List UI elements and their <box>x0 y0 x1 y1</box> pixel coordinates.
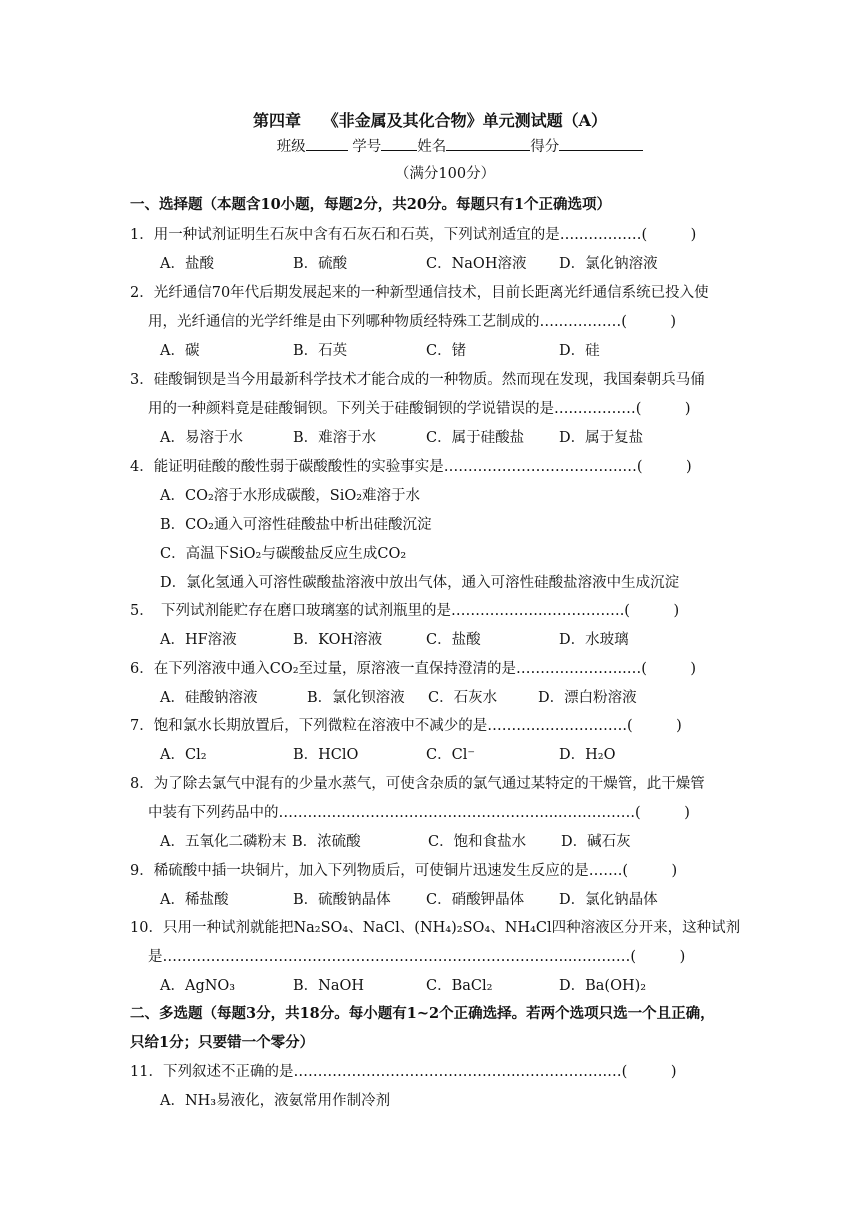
option-d[interactable]: D．硅 <box>559 343 600 359</box>
option-d[interactable]: D．氯化钠溶液 <box>559 256 658 272</box>
option-a[interactable]: A．硅酸钠溶液 <box>160 690 258 706</box>
option-c[interactable]: C．NaOH溶液 <box>426 256 527 272</box>
option-d[interactable]: D．属于复盐 <box>559 430 644 446</box>
option-c[interactable]: C．盐酸 <box>426 632 481 648</box>
question-5-options <box>160 630 629 650</box>
option-b[interactable]: B．硫酸钠晶体 <box>293 892 391 908</box>
option-b[interactable]: B．难溶于水 <box>293 430 377 446</box>
option-a[interactable]: A．CO₂溶于水形成碳酸，SiO₂难溶于水 <box>160 488 421 504</box>
question-2-options <box>160 341 600 361</box>
option-a[interactable]: A．易溶于水 <box>160 430 243 446</box>
question-2-line-1: 2．光纤通信70年代后期发展起来的一种新型通信技术，目前长距离光纤通信系统已投入使 <box>130 285 709 301</box>
option-a[interactable]: A．AgNO₃ <box>160 978 236 994</box>
question-9: 9．稀硫酸中插一块铜片，加入下列物质后，可使铜片迅速发生反应的是…….( ) <box>130 863 678 879</box>
question-6-options <box>160 688 637 708</box>
name-label: 姓名 <box>417 139 447 155</box>
class-label: 班级 <box>276 139 306 155</box>
option-c[interactable]: C．属于硅酸盐 <box>426 430 525 446</box>
question-6: 6．在下列溶液中通入CO₂至过量，原溶液一直保持澄清的是…………………..…( ) <box>130 661 697 677</box>
question-7: 7．饱和氯水长期放置后，下列微粒在溶液中不减少的是……….……………….( ) <box>130 718 682 734</box>
option-a[interactable]: A．五氧化二磷粉末 <box>160 834 287 850</box>
question-7-options <box>160 745 615 765</box>
section-2-heading-line-2: 只给1分；只要错一个零分） <box>130 1034 315 1051</box>
question-11: 11．下列叙述不正确的是……………………………………….……………….…( ) <box>130 1064 677 1080</box>
option-d[interactable]: D．水玻璃 <box>559 632 629 648</box>
option-b[interactable]: B．KOH溶液 <box>293 632 383 648</box>
number-label: 学号 <box>352 139 382 155</box>
question-8-options <box>160 832 631 852</box>
page-title: 第四章 《非金属及其化合物》单元测试题（A） <box>253 111 607 130</box>
question-10-line-1: 10．只用一种试剂就能把Na₂SO₄、NaCl、(NH₄)₂SO₄、NH₄Cl四种溶液区分开来，这种试剂 <box>130 920 741 936</box>
option-c[interactable]: C．锗 <box>426 343 467 359</box>
full-score: （满分100分） <box>394 166 496 182</box>
question-3-options <box>160 428 643 448</box>
option-a[interactable]: A．碳 <box>160 343 200 359</box>
option-c[interactable]: C．Cl⁻ <box>426 747 475 763</box>
option-a[interactable]: A．Cl₂ <box>160 747 207 763</box>
option-c[interactable]: C．石灰水 <box>428 690 498 706</box>
option-c[interactable]: C．硝酸钾晶体 <box>426 892 525 908</box>
option-b[interactable]: B．石英 <box>293 343 348 359</box>
question-10-options <box>160 976 646 996</box>
option-b[interactable]: B．氯化钡溶液 <box>307 690 405 706</box>
question-3-line-1: 3．硅酸铜钡是当今用最新科学技术才能合成的一种物质。然而现在发现，我国秦朝兵马俑 <box>130 372 705 388</box>
option-b[interactable]: B．浓硫酸 <box>292 834 361 850</box>
question-5: 5． 下列试剂能贮存在磨口玻璃塞的试剂瓶里的是………………..…………….( ) <box>130 603 680 619</box>
question-2-line-2: 用，光纤通信的光学纤维是由下列哪种物质经特殊工艺制成的…..…………( ) <box>148 314 677 330</box>
question-9-options <box>160 890 658 910</box>
score-label: 得分 <box>530 139 560 155</box>
question-8-line-1: 8．为了除去氯气中混有的少量水蒸气，可使含杂质的氯气通过某特定的干燥管，此干燥管 <box>130 776 705 792</box>
option-b[interactable]: B．硫酸 <box>293 256 348 272</box>
question-10-line-2: 是……….………………………………………………………………...…………( ) <box>148 949 686 965</box>
student-info-line <box>0 136 860 157</box>
option-a[interactable]: A．HF溶液 <box>160 632 237 648</box>
option-a[interactable]: A．盐酸 <box>160 256 214 272</box>
question-8-line-2: 中装有下列药品中的……….………………………………………...…………….( ) <box>148 805 690 821</box>
question-1-options <box>160 254 658 274</box>
option-c[interactable]: C．BaCl₂ <box>426 978 493 994</box>
option-c[interactable]: C．高温下SiO₂与碳酸盐反应生成CO₂ <box>160 546 407 562</box>
option-d[interactable]: D．H₂O <box>559 747 616 763</box>
option-a[interactable]: A．稀盐酸 <box>160 892 229 908</box>
option-d[interactable]: D．Ba(OH)₂ <box>559 978 647 994</box>
option-d[interactable]: D．氯化氢通入可溶性碳酸盐溶液中放出气体，通入可溶性硅酸盐溶液中生成沉淀 <box>160 575 680 591</box>
question-3-line-2: 用的一种颜料竟是硅酸铜钡。下列关于硅酸铜钡的学说错误的是…..…………( ) <box>148 401 691 417</box>
option-d[interactable]: D．氯化钠晶体 <box>559 892 658 908</box>
question-1: 1．用一种试剂证明生石灰中含有石灰石和石英，下列试剂适宜的是…..…………( ) <box>130 227 697 243</box>
option-b[interactable]: B．NaOH <box>293 978 365 994</box>
option-b[interactable]: B．CO₂通入可溶性硅酸盐中析出硅酸沉淀 <box>160 517 432 533</box>
option-d[interactable]: D．漂白粉溶液 <box>538 690 637 706</box>
section-2-heading-line-1: 二、多选题（每题3分，共18分。每小题有1~2个正确选择。若两个选项只选一个且正确， <box>130 1005 715 1022</box>
name-blank[interactable] <box>446 136 530 151</box>
option-b[interactable]: B．HClO <box>293 747 359 763</box>
score-blank[interactable] <box>559 136 643 151</box>
option-d[interactable]: D．碱石灰 <box>561 834 631 850</box>
option-c[interactable]: C．饱和食盐水 <box>428 834 527 850</box>
question-4: 4．能证明硅酸的酸性弱于碳酸酸性的实验事实是……………………………….…( ) <box>130 459 692 475</box>
class-blank[interactable] <box>306 136 348 151</box>
option-a[interactable]: A．NH₃易液化，液氨常用作制冷剂 <box>160 1093 391 1109</box>
section-1-heading: 一、选择题（本题含10小题，每题2分，共20分。每题只有1个正确选项） <box>130 196 612 213</box>
number-blank[interactable] <box>381 136 417 151</box>
